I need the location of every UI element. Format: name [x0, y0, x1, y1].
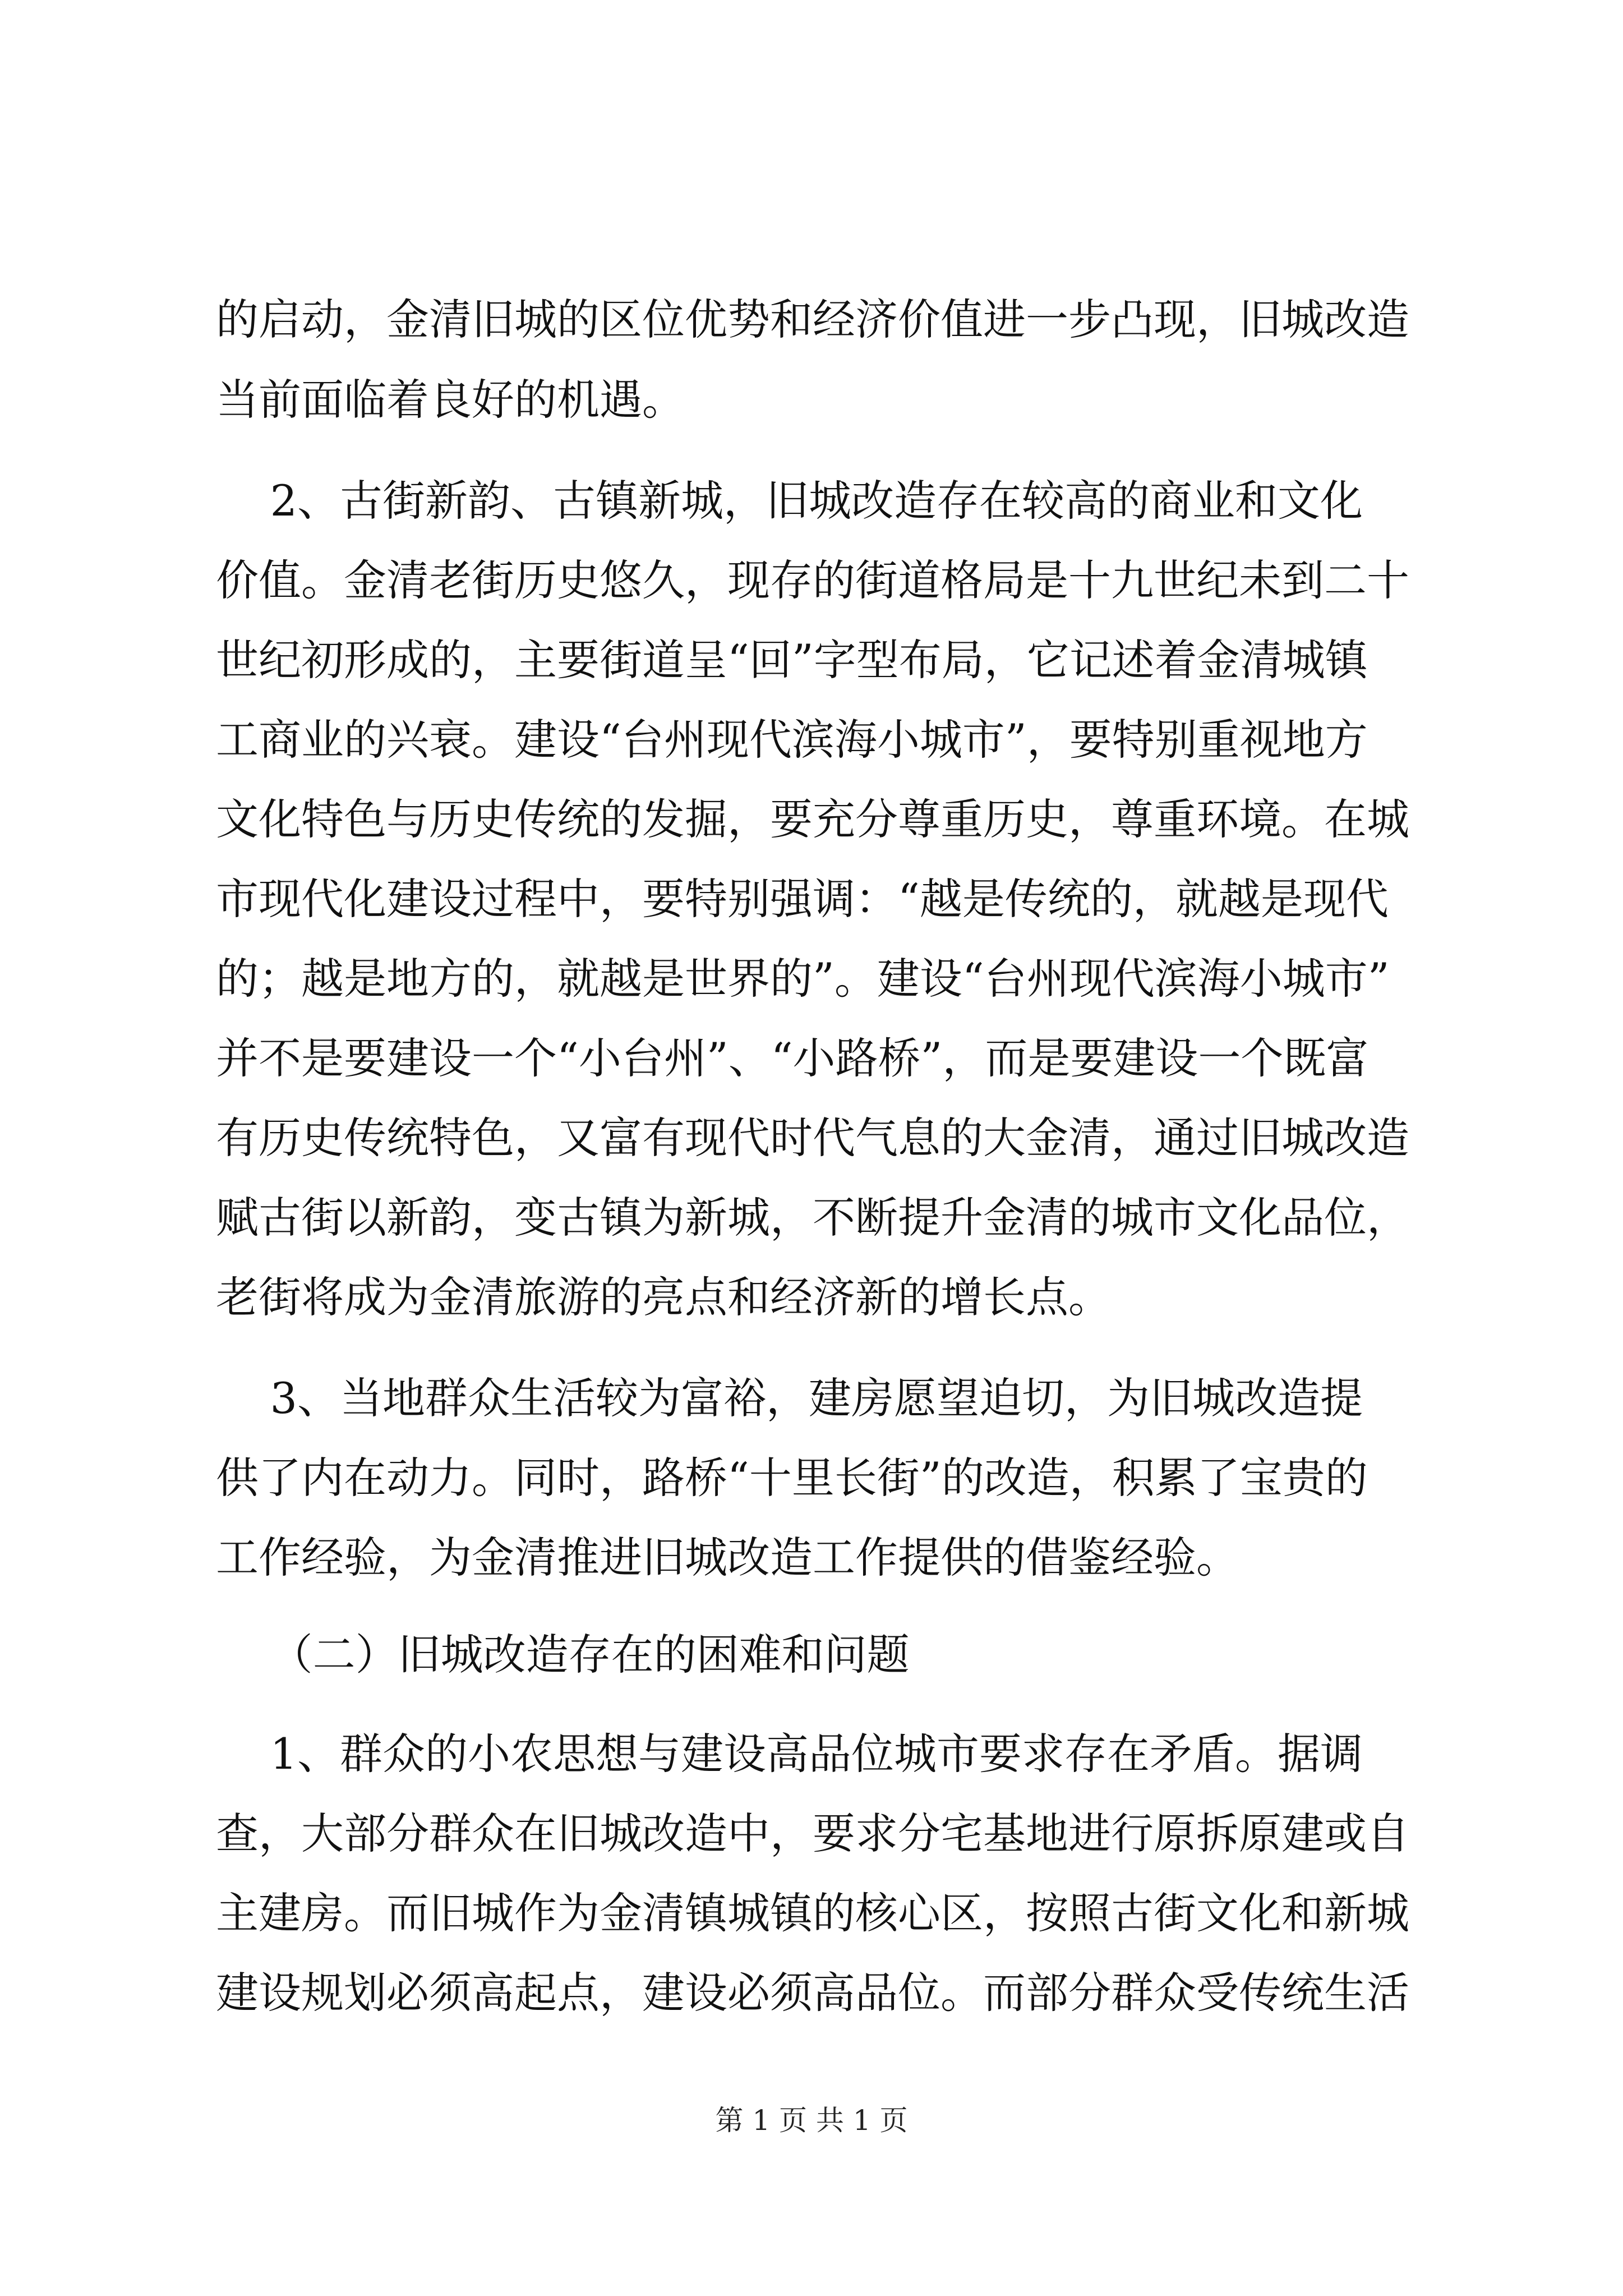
text-line: 世纪初形成的，主要街道呈“回”字型布局，它记述着金清城镇 [216, 635, 1368, 685]
text-line: 2、古街新韵、古镇新城，旧城改造存在较高的商业和文化 [216, 476, 1363, 526]
text-line: 的启动，金清旧城的区位优势和经济价值进一步凸现，旧城改造 [216, 295, 1409, 344]
text-line: 市现代化建设过程中，要特别强调：“越是传统的，就越是现代 [216, 874, 1389, 924]
section-heading: （二）旧城改造存在的困难和问题 [216, 1630, 910, 1680]
text-line: 主建房。而旧城作为金清镇城镇的核心区，按照古街文化和新城 [216, 1888, 1409, 1938]
text-line: 3、当地群众生活较为富裕，建房愿望迫切，为旧城改造提 [216, 1373, 1363, 1423]
text-line: 并不是要建设一个“小台州”、“小路桥”，而是要建设一个既富 [216, 1033, 1369, 1083]
text-line: 建设规划必须高起点，建设必须高品位。而部分群众受传统生活 [216, 1968, 1409, 2018]
text-line: 工商业的兴衰。建设“台州现代滨海小城市”，要特别重视地方 [216, 715, 1368, 765]
page-number-footer: 第 1 页 共 1 页 [715, 2104, 908, 2137]
text-line: 的；越是地方的，就越是世界的”。建设“台州现代滨海小城市” [216, 954, 1390, 1004]
text-line: 价值。金清老街历史悠久，现存的街道格局是十九世纪未到二十 [216, 555, 1409, 605]
text-line: 有历史传统特色，又富有现代时代气息的大金清，通过旧城改造 [216, 1113, 1409, 1163]
text-line: 工作经验，为金清推进旧城改造工作提供的借鉴经验。 [216, 1533, 1239, 1582]
text-line: 老街将成为金清旅游的亮点和经济新的增长点。 [216, 1272, 1111, 1322]
text-line: 赋古街以新韵，变古镇为新城，不断提升金清的城市文化品位， [216, 1193, 1409, 1243]
text-line: 1、群众的小农思想与建设高品位城市要求存在矛盾。据调 [216, 1729, 1363, 1779]
text-line: 文化特色与历史传统的发掘，要充分尊重历史，尊重环境。在城 [216, 794, 1409, 844]
text-line: 供了内在动力。同时，路桥“十里长街”的改造，积累了宝贵的 [216, 1453, 1368, 1503]
text-line: 当前面临着良好的机遇。 [216, 375, 685, 425]
text-line: 查，大部分群众在旧城改造中，要求分宅基地进行原拆原建或自 [216, 1809, 1409, 1858]
